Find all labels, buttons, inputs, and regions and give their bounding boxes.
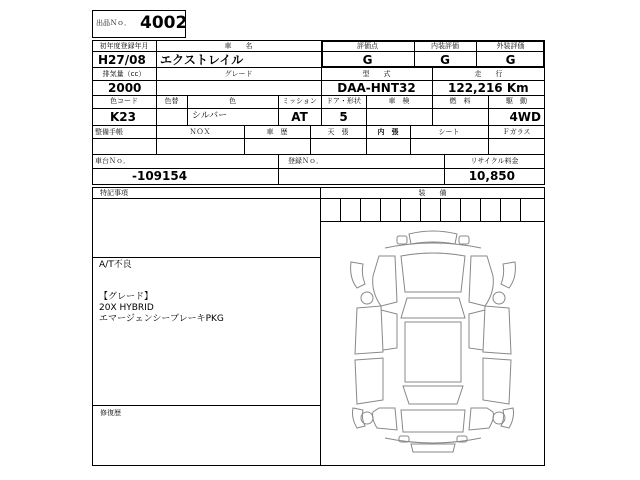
label-notes: 特記事項 bbox=[100, 189, 128, 197]
value-exterior-score: G bbox=[505, 53, 516, 67]
label-interior: 内 張 bbox=[377, 128, 399, 136]
label-equipment: 装 備 bbox=[418, 189, 447, 197]
value-score: G bbox=[362, 53, 373, 67]
label-recycle: リサイクル料金 bbox=[470, 157, 519, 165]
value-model: DAA-HNT32 bbox=[337, 81, 416, 95]
label-doors: ドア・形状 bbox=[326, 97, 361, 105]
label-interior-score: 内装評価 bbox=[431, 42, 459, 50]
car-diagram bbox=[321, 222, 545, 466]
label-color: 色 bbox=[229, 97, 236, 105]
label-reg-no: 登録Ｎｏ． bbox=[288, 157, 323, 165]
value-color: シルバー bbox=[192, 111, 228, 121]
label-score: 評価点 bbox=[357, 42, 378, 50]
label-mileage: 走 行 bbox=[474, 70, 503, 78]
label-seat: シート bbox=[438, 128, 460, 136]
label-nox: ＮＯＸ bbox=[189, 128, 211, 136]
value-first-reg: H27/08 bbox=[98, 53, 146, 67]
value-doors: 5 bbox=[339, 110, 348, 124]
value-car-name: エクストレイル bbox=[160, 53, 244, 67]
label-exterior-score: 外装評価 bbox=[496, 42, 525, 50]
label-drive: 駆 動 bbox=[506, 97, 527, 105]
value-chassis-no: -109154 bbox=[132, 169, 188, 183]
lot-number-label: 出品Ｎｏ． bbox=[96, 19, 131, 27]
label-model: 型 式 bbox=[362, 70, 391, 78]
value-color-code: K23 bbox=[110, 110, 136, 124]
label-inspection: 車 検 bbox=[388, 97, 410, 105]
notes-line-3: 20X HYBRID bbox=[99, 303, 154, 313]
label-f-glass: Ｆガラス bbox=[502, 128, 531, 136]
label-repair: 修復歴 bbox=[100, 409, 121, 417]
notes-line-1: A/T不良 bbox=[99, 260, 132, 270]
label-color-code: 色コード bbox=[110, 97, 138, 105]
value-mileage: 122,216 Km bbox=[448, 81, 529, 95]
label-color-swap: 色替 bbox=[164, 97, 179, 105]
value-recycle: 10,850 bbox=[468, 169, 515, 183]
label-grade: グレード bbox=[224, 70, 253, 78]
label-displacement: 排気量（cc） bbox=[102, 70, 146, 78]
value-transmission: AT bbox=[291, 110, 308, 124]
label-history: 車 歴 bbox=[266, 128, 288, 136]
label-chassis-no: 車台Ｎｏ． bbox=[95, 157, 130, 165]
label-roof: 天 張 bbox=[327, 128, 349, 136]
lot-number: 4002 bbox=[140, 13, 188, 33]
label-car-name: 車 名 bbox=[224, 42, 253, 50]
value-displacement: 2000 bbox=[108, 81, 142, 95]
label-fuel: 燃 料 bbox=[449, 97, 471, 105]
value-interior-score: G bbox=[440, 53, 450, 67]
notes-line-4: エマージェンシーブレーキPKG bbox=[99, 314, 224, 324]
label-transmission: ミッション bbox=[282, 97, 317, 105]
value-drive: 4WD bbox=[509, 110, 541, 124]
label-first-reg: 初年度登録年月 bbox=[99, 42, 149, 50]
notes-line-2: 【グレード】 bbox=[99, 292, 154, 302]
label-maintenance: 整備手帳 bbox=[95, 128, 123, 136]
